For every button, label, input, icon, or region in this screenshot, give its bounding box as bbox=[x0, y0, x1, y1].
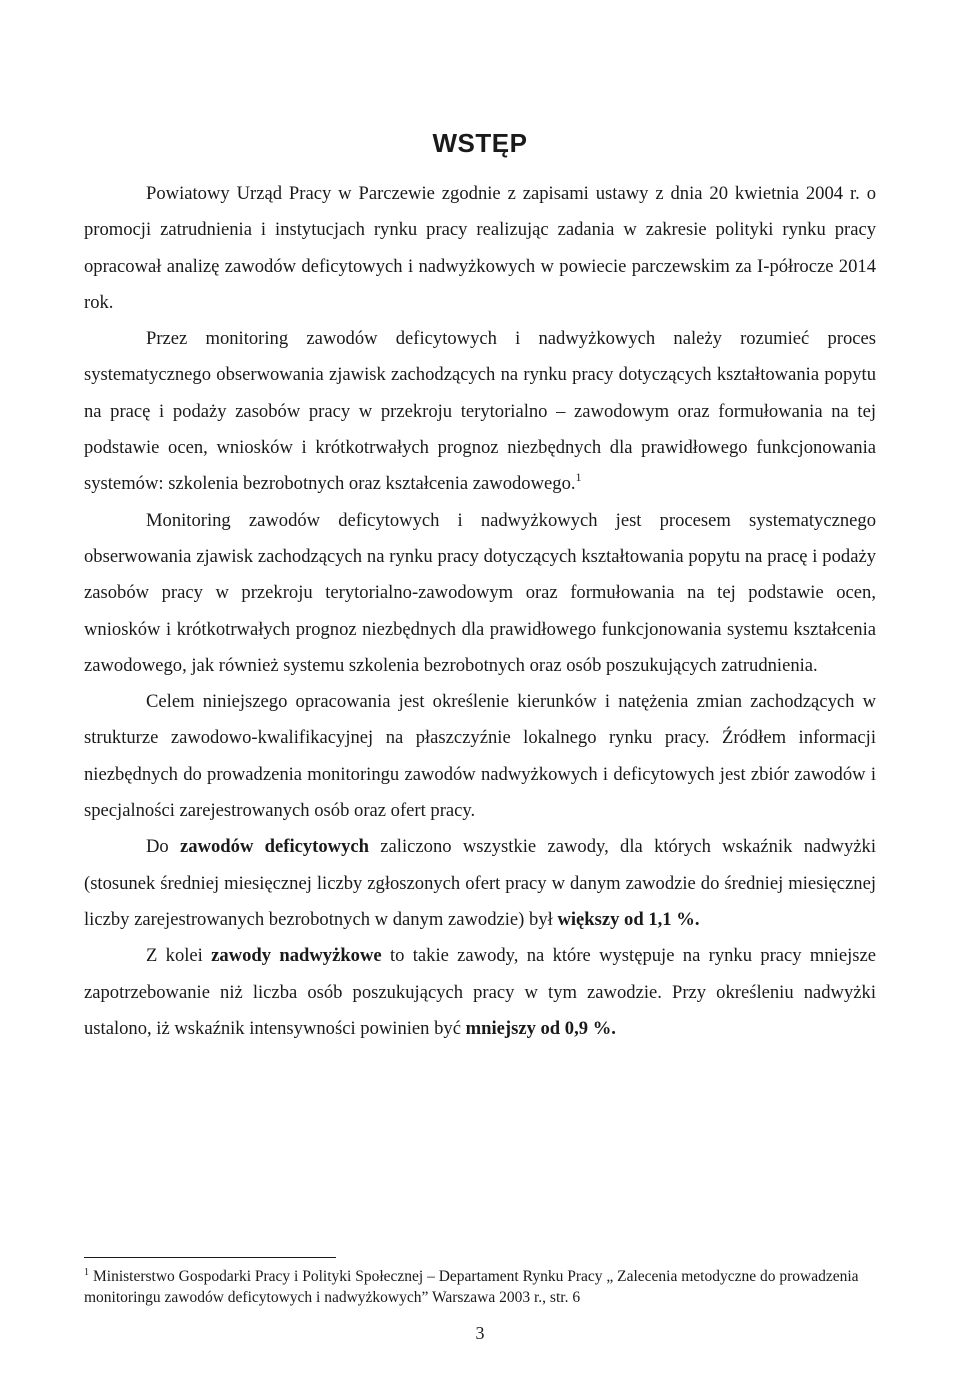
footnote-reference[interactable]: 1 bbox=[575, 470, 582, 485]
paragraph-purpose-text: Celem niniejszego opracowania jest określenie kierunków i natężenia zmian zachodzących w strukturze zawodowo-kwalifikacyjnej na płaszczyźnie lokalnego rynku pracy. Źródłem informacji niezbędnych do prowadzenia monitoringu zawodów nadwyżkowych i deficytowych jest zbiór zawodów i specjalności zarejestrowanych osób oraz ofert pracy. bbox=[84, 691, 876, 822]
paragraph-monitoring-process-text: Monitoring zawodów deficytowych i nadwyżkowych jest procesem systematycznego obserwowania zjawisk zachodzących na rynku pracy dotyczących kształtowania popytu na pracę i podaży zasobów pracy w przekroju terytorialno-zawodowym oraz formułowania na tej podstawie ocen, wniosków i krótkotrwałych prognoz niezbędnych dla prawidłowego funkcjonowania systemu kształcenia zawodowego, jak również systemu szkolenia bezrobotnych oraz osób poszukujących zatrudnienia. bbox=[84, 509, 876, 676]
paragraph-monitoring-process bbox=[84, 503, 876, 684]
paragraph-intro bbox=[84, 176, 876, 321]
paragraph-surplus-professions bbox=[84, 938, 876, 1047]
footnote bbox=[84, 1266, 876, 1308]
page-number: 3 bbox=[475, 1323, 485, 1343]
paragraph-surplus-threshold: mniejszy od 0,9 %. bbox=[465, 1017, 616, 1039]
footnote-divider bbox=[84, 1257, 336, 1258]
paragraph-deficit-threshold: większy od 1,1 %. bbox=[557, 908, 700, 930]
footnote-number: 1 bbox=[84, 1267, 89, 1278]
paragraph-deficit-professions bbox=[84, 829, 876, 938]
paragraph-intro-part-2: o promocji zatrudnienia i instytucjach rynku pracy realizując zadania w zakresie polityki rynku pracy opracował analizę zawodów deficytowych i nadwyżkowych w powiecie parczewskim za I-półrocze 2014 rok. bbox=[84, 183, 876, 313]
paragraph-surplus-part-2: to takie zawody, na które występuje na rynku pracy mniejsze zapotrzebowanie niż liczba osób poszukujących pracy w tym zawodzie. Przy określeniu nadwyżki ustalono, iż wskaźnik intensywności powinien być bbox=[84, 945, 876, 1039]
paragraph-purpose bbox=[84, 684, 876, 829]
paragraph-deficit-term: zawodów deficytowych bbox=[180, 836, 369, 858]
paragraph-deficit-part-2: zaliczono wszystkie zawody, dla których wskaźnik nadwyżki (stosunek średniej miesięcznej liczby zgłoszonych ofert pracy w danym zawodzie do średniej miesięcznej liczby zarejestrowanych bezrobotnych w danym zawodzie) był bbox=[84, 836, 877, 930]
footnote-text: Ministerstwo Gospodarki Pracy i Polityki Społecznej – Departament Rynku Pracy „ Zalecenia metodyczne do prowadzenia monitoringu zawodów deficytowych i nadwyżkowych” Warszawa 2003 r., str. 6 bbox=[84, 1268, 859, 1306]
paragraph-intro-part-1: Powiatowy Urząd Pracy w Parczewie zgodnie z zapisami ustawy z dnia 20 kwietnia 2004 r. bbox=[146, 183, 860, 204]
paragraph-surplus-part-1: Z kolei bbox=[146, 945, 212, 967]
body-text bbox=[84, 176, 876, 1047]
paragraph-deficit-part-1: Do bbox=[146, 836, 181, 858]
paragraph-surplus-term: zawody nadwyżkowe bbox=[211, 945, 382, 967]
paragraph-monitoring-definition bbox=[84, 321, 876, 502]
paragraph-monitoring-definition-text: Przez monitoring zawodów deficytowych i nadwyżkowych należy rozumieć proces systematycznego obserwowania zjawisk zachodzących na rynku pracy dotyczących kształtowania popytu na pracę i podaży zasobów pracy w przekroju terytorialno – zawodowym oraz formułowania na tej podstawie ocen, wniosków i krótkotrwałych prognoz niezbędnych dla prawidłowego funkcjonowania systemów: szkolenia bezrobotnych oraz kształcenia zawodowego. bbox=[84, 328, 876, 495]
page-title: WSTĘP bbox=[432, 128, 528, 158]
